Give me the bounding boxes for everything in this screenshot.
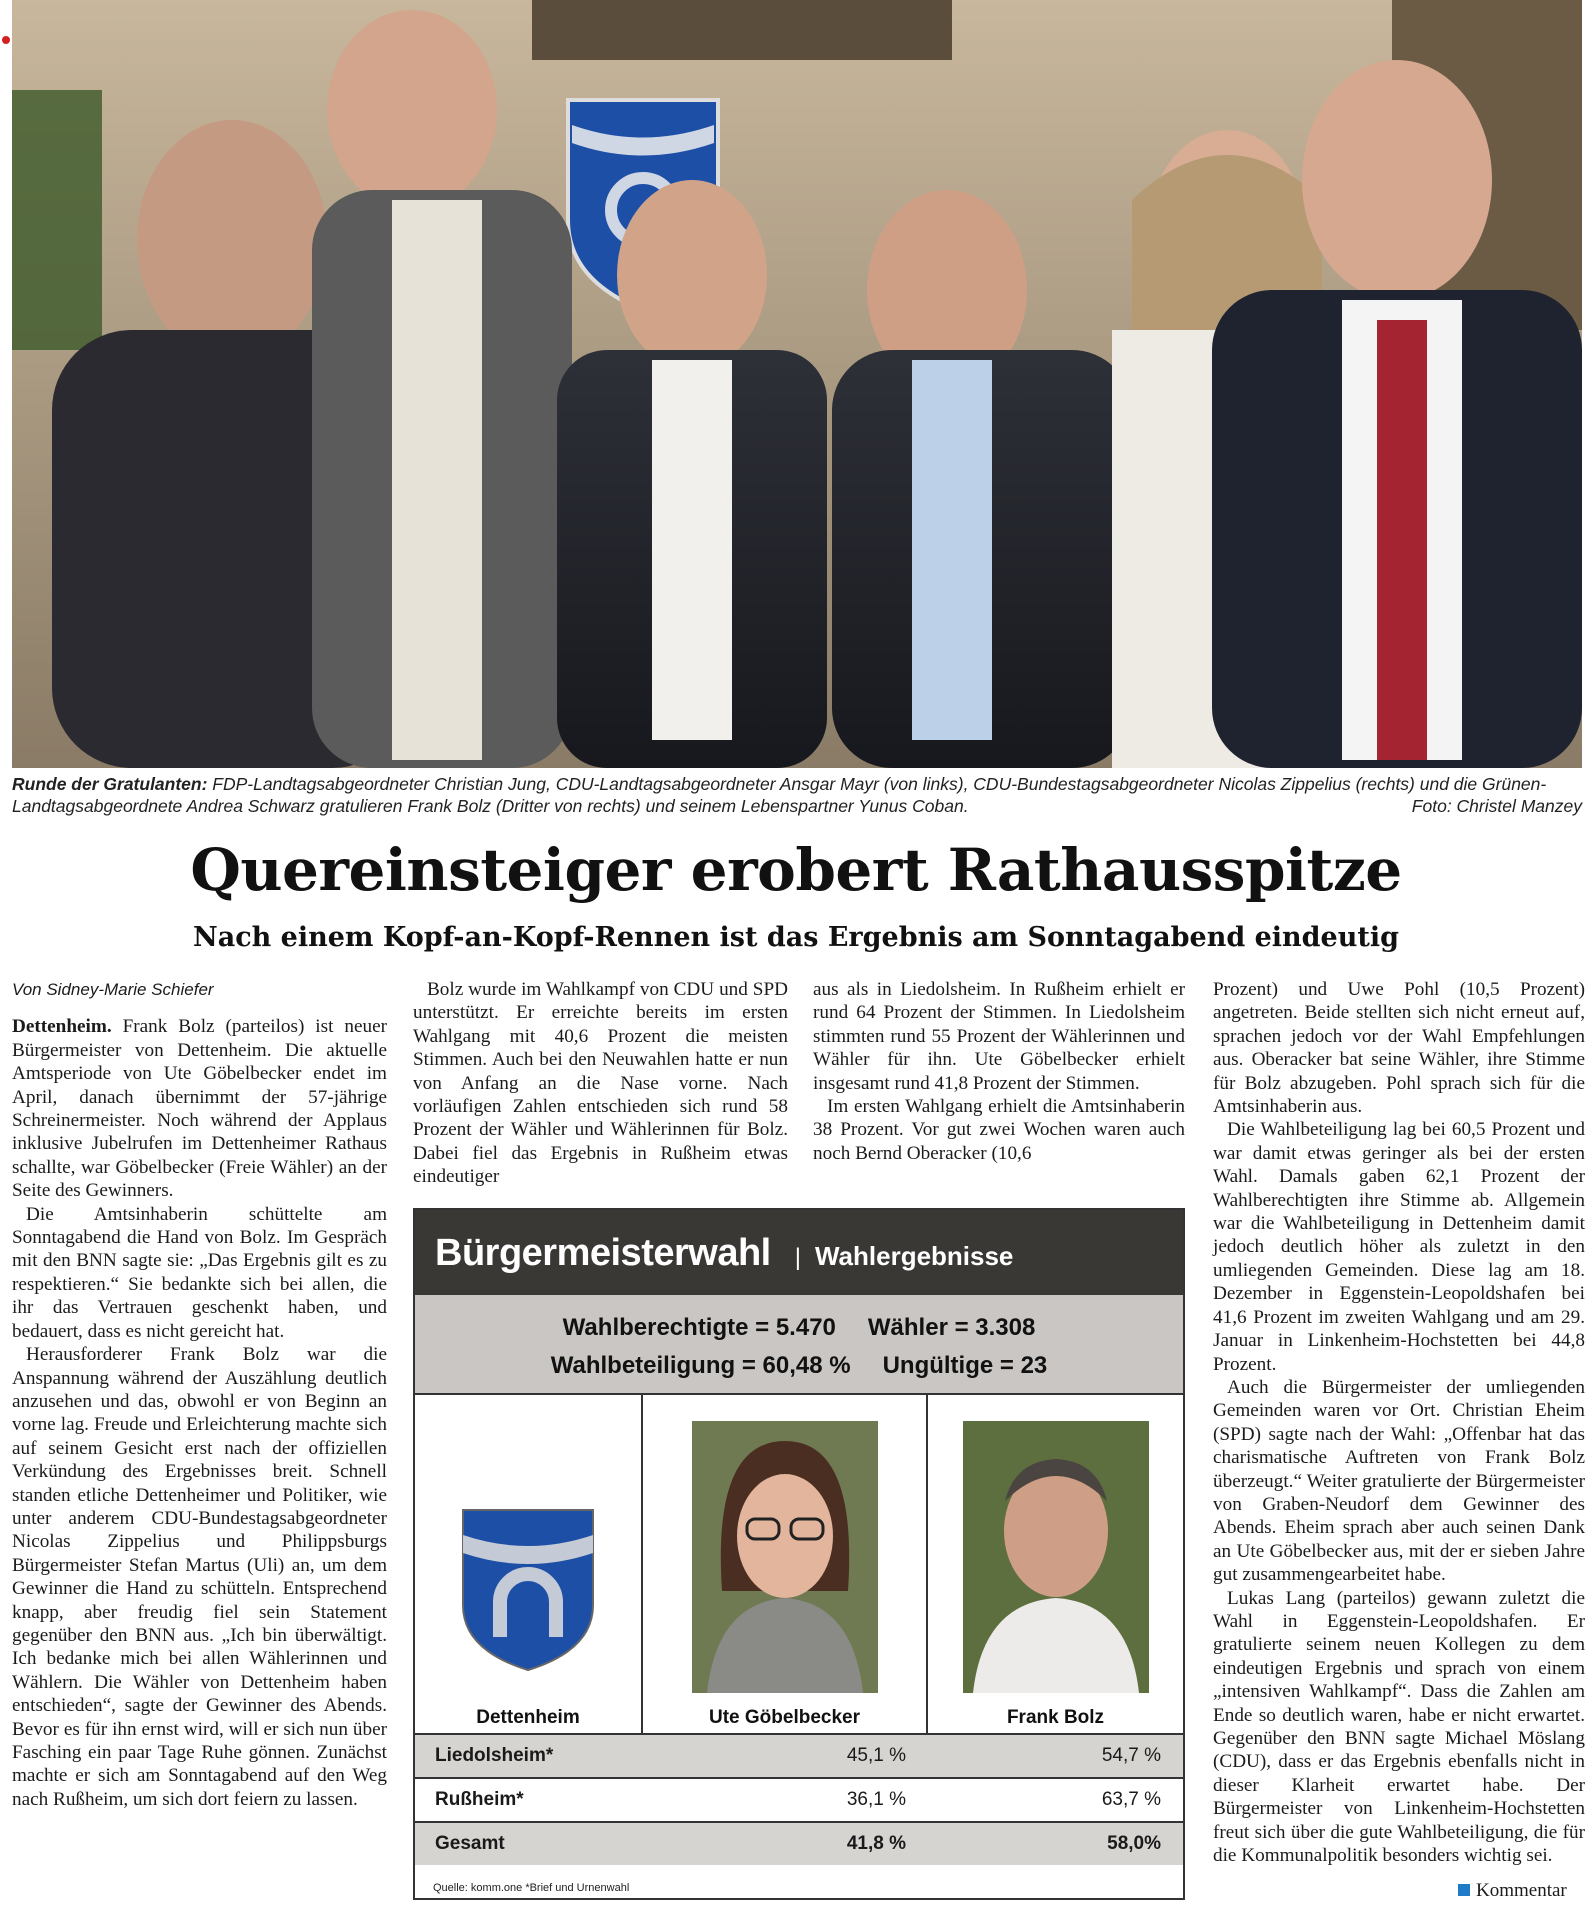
byline: Von Sidney-Marie Schiefer	[12, 980, 214, 999]
municipality-name: Dettenheim	[476, 1707, 580, 1728]
caption-lead: Runde der Gratulanten:	[12, 774, 208, 794]
row-label: Gesamt	[435, 1833, 505, 1854]
row-value-goebelbecker: 36,1 %	[846, 1789, 906, 1810]
paragraph: Die Wahlbeteiligung lag bei 60,5 Prozent und war damit etwas geringer als bei der ersten Wahl. Damals gaben 62,1 Prozent der Wahlberechtigten ihre Stimme ab. Allgemein war die Wahlbeteiligung in Dettenheim damit jedoch deutlich höher als zuletzt in den umliegenden Gemeinden. Diese lag am 18. Dezember in Eggenstein-Leopoldshafen bei 41,6 Prozent im zweiten Wahlgang und am 29. Januar in Linkenheim-Hochstetten bei 44,8 Prozent.	[1213, 1119, 1585, 1375]
paragraph: Im ersten Wahlgang erhielt die Amtsinhaberin 38 Prozent. Vor gut zwei Wochen waren auch noch Bernd Oberacker (10,6	[813, 1096, 1185, 1164]
candidate-photo-goebelbecker	[692, 1421, 878, 1693]
paragraph: Prozent) und Uwe Pohl (10,5 Prozent) angetreten. Beide stellten sich nicht erneut auf, sprachen jedoch vor der Wahl Empfehlungen aus. Oberacker bat seine Wähler, ihre Stimme für Bolz abzugeben. Pohl sprach sich für die Amtsinhaberin aus.	[1213, 979, 1585, 1118]
stat-ungueltige: Ungültige = 23	[882, 1352, 1048, 1379]
candidate-photo-bolz	[963, 1421, 1149, 1693]
photo-credit: Foto: Christel Manzey	[1411, 796, 1582, 816]
municipality-cell	[415, 1395, 643, 1735]
stat-wahlbeteiligung: Wahlbeteiligung = 60,48 %	[550, 1352, 851, 1379]
infobox-separator: |	[794, 1244, 801, 1271]
row-value-bolz: 63,7 %	[1101, 1789, 1161, 1810]
dettenheim-crest-icon	[458, 1505, 598, 1675]
kommentar-link[interactable]	[1458, 1880, 1567, 1902]
subheadline: Nach einem Kopf-an-Kopf-Rennen ist das Ergebnis am Sonntagabend eindeutig	[193, 922, 1399, 953]
paragraph: Herausforderer Frank Bolz war die Anspannung während der Auszählung deutlich anzusehen und das, obwohl er von Beginn an vorne lag. Freude und Erleichterung machte sich auf seinem Gesicht erst nach der offiziellen Verkündung des Ergebnisses breit. Schnell standen etliche Dettenheimer und Politiker, wie unter anderem CDU-Bundestagsabgeordneter Nicolas Zippelius und Philippsburgs Bürgermeister Stefan Martus (Uli) an, um dem Gewinner die Hand zu schütteln. Entsprechend knapp, aber freudig fiel sein Statement gegenüber den BNN aus. „Ich bin überwältigt. Ich bedanke mich bei allen Wählerinnen und Wählern. Die Wähler von Dettenheim haben entschieden“, sagte der Gewinner des Abends. Bevor es für ihn ernst wird, will er sich nun über Fasching ein paar Tage Ruhe gönnen. Zunächst machte er sich am Sonntagabend auf den Weg nach Rußheim, um sich dort feiern zu lassen.	[12, 1344, 387, 1810]
paragraph: Bolz wurde im Wahlkampf von CDU und SPD unterstützt. Er erreichte bereits im ersten Wahlgang mit 40,6 Prozent die meisten Stimmen. Auch bei den Neuwahlen hatte er nun von Anfang an die Nase vorne. Nach vorläufigen Zahlen entschieden sich rund 58 Prozent der Wähler und Wählerinnen für Bolz. Dabei fiel das Ergebnis in Rußheim etwas eindeutiger	[413, 979, 788, 1188]
row-label: Liedolsheim*	[435, 1745, 554, 1766]
article-column-1	[12, 978, 387, 1811]
headline: Quereinsteiger erobert Rathausspitze	[190, 836, 1402, 904]
infobox-source: Quelle: komm.one *Brief und Urnenwahl	[433, 1882, 630, 1894]
article-column-4	[1213, 978, 1585, 1867]
row-value-bolz: 54,7 %	[1101, 1745, 1161, 1766]
paragraph: Auch die Bürgermeister der umliegenden Gemeinden waren vor Ort. Christian Eheim (SPD) sagte nach der Wahl: „Offenbar hat das charismatische Auftreten von Frank Bolz überzeugt.“ Weiter gratulierte der Bürgermeister von Graben-Neudorf dem Gewinner des Abends. Eheim sprach aber auch seinen Dank an Ute Göbelbecker aus, mit der er sieben Jahre gut zusammengearbeitet habe.	[1213, 1376, 1585, 1586]
election-infobox	[413, 1208, 1185, 1900]
kommentar-label: Kommentar	[1476, 1880, 1567, 1901]
article-column-3	[813, 978, 1185, 1165]
paragraph-text: Frank Bolz (parteilos) ist neuer Bürgermeister von Dettenheim. Die aktuelle Amtsperiode von Ute Göbelbecker endet im April, danach übernimmt der 57-jährige Schreinermeister. Noch während der Applaus inklusive Jubelrufen im Dettenheimer Rathaus schallte, war Göbelbecker (Freie Wähler) an der Seite des Gewinners.	[12, 1016, 387, 1202]
candidate-cell-goebelbecker	[643, 1395, 928, 1735]
row-value-bolz: 58,0%	[1107, 1833, 1161, 1854]
candidate-name-2: Frank Bolz	[1006, 1707, 1105, 1728]
infobox-header	[415, 1210, 1183, 1295]
table-row-total	[415, 1821, 1183, 1865]
paragraph: Lukas Lang (parteilos) gewann zuletzt die Wahl in Eggenstein-Leopoldshafen. Er gratulierte seinem neuen Kollegen zu dem eindeutigen Ergebnis und sprach von einem „intensiven Wahlkampf“. Dass die Zahlen am Ende so deutlich waren, habe er nicht erwartet. Gegenüber den BNN sagte Michael Möslang (CDU), dass er das Ergebnis ebenfalls nicht in dieser Klarheit erwartet habe. Der Bürgermeister von Linkenheim-Hochstetten freut sich über die gute Wahlbeteiligung, die für die Kommunalpolitik besonders wichtig sei.	[1213, 1587, 1585, 1867]
row-value-goebelbecker: 45,1 %	[846, 1745, 906, 1766]
infobox-subtitle: Wahlergebnisse	[814, 1241, 1014, 1271]
photo-caption	[12, 773, 1582, 817]
group-photo	[12, 0, 1582, 768]
article-column-2	[413, 978, 788, 1189]
marker-dot	[2, 36, 10, 44]
row-value-goebelbecker: 41,8 %	[846, 1833, 906, 1854]
candidates-row	[415, 1393, 1183, 1733]
results-table	[415, 1733, 1183, 1865]
table-row	[415, 1777, 1183, 1821]
candidate-cell-bolz	[928, 1395, 1183, 1735]
square-bullet-icon	[1458, 1884, 1470, 1896]
infobox-stats	[415, 1295, 1183, 1393]
stat-waehler: Wähler = 3.308	[867, 1314, 1036, 1341]
infobox-title: Bürgermeisterwahl	[435, 1232, 771, 1274]
dateline: Dettenheim.	[12, 1016, 112, 1038]
candidate-name-1: Ute Göbelbecker	[709, 1707, 860, 1728]
paragraph: aus als in Liedolsheim. In Rußheim erhielt er rund 64 Prozent der Stimmen. In Liedolsheim stimmten rund 55 Prozent der Wählerinnen und Wähler für ihn. Ute Göbelbecker erhielt insgesamt rund 41,8 Prozent der Stimmen.	[813, 979, 1185, 1094]
table-row	[415, 1733, 1183, 1777]
paragraph: Die Amtsinhaberin schüttelte am Sonntagabend die Hand von Bolz. Im Gespräch mit den BNN sagte sie: „Das Ergebnis gilt es zu respektieren.“ Sie bedankte sich bei allen, die ihr das Vertrauen geschenkt haben, und bedauert, dass es nicht gereicht hat.	[12, 1203, 387, 1342]
row-label: Rußheim*	[435, 1789, 524, 1810]
caption-text: FDP-Landtagsabgeordneter Christian Jung, CDU-Landtagsabgeordneter Ansgar Mayr (von links), CDU-Bundestagsabgeordneter Nicolas Zippelius (rechts) und die Grünen-Landtagsabgeordnete Andrea Schwarz gratulieren Frank Bolz (Dritter von rechts) und seinem Lebenspartner Yunus Coban.	[12, 774, 1547, 816]
paragraph	[12, 1015, 387, 1202]
stat-wahlberechtigte: Wahlberechtigte = 5.470	[562, 1314, 836, 1341]
